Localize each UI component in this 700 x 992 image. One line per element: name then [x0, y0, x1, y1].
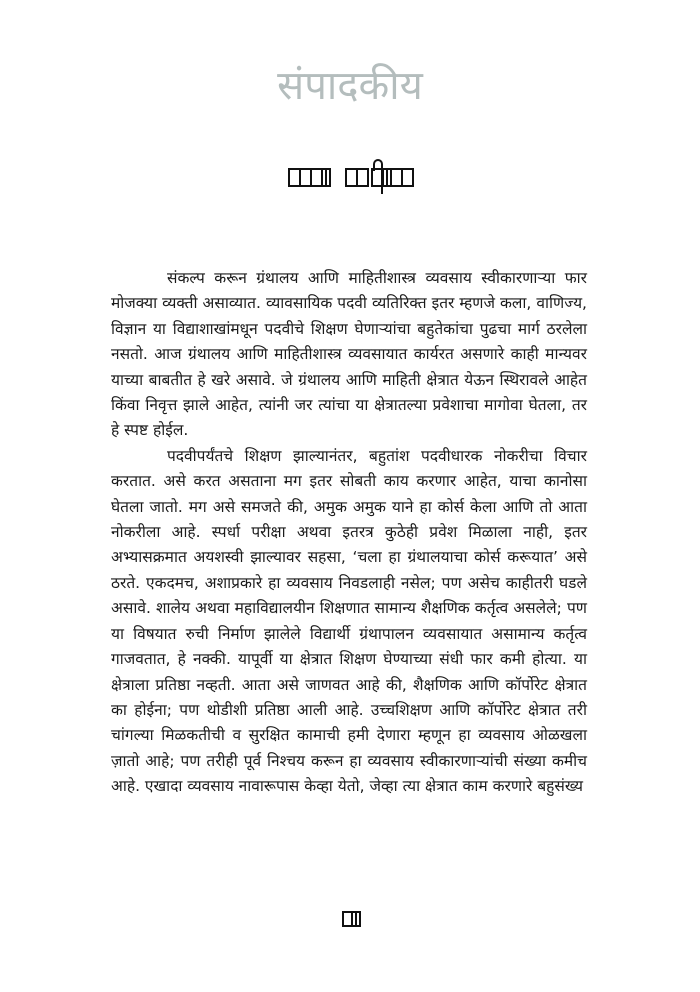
missing-glyph-icon [355, 911, 361, 927]
missing-glyph-icon [356, 168, 369, 187]
section-title: संपादकीय [277, 63, 423, 109]
article-title [0, 162, 700, 192]
paragraph-2: पदवीपर्यंतचे शिक्षण झाल्यानंतर, बहुतांश पदवीधारक नोकरीचा विचार करतात. असे करत असताना मग इतर सोबती काय करणार आहेत, याचा कानोसा घेतला जातो. मग असे समजते की, अमुक अमुक याने हा कोर्स केला आणि तो आता नोकरीला आहे. स्पर्धा परीक्षा अथवा इतरत्र कुठेही प्रवेश मिळाला नाही, इतर अभ्यासक्रमात अयशस्वी झाल्यावर सहसा, ‘चला हा ग्रंथालयाचा कोर्स करूयात’ असे ठरते. एकदमच, अशाप्रकारे हा व्यवसाय निवडलाही नसेल; पण असेच काहीतरी घडले असावे. शालेय अथवा महाविद्यालयीन शिक्षणात सामान्य शैक्षणिक कर्तृत्व असलेले; पण या विषयात रुची निर्माण झालेले विद्यार्थी ग्रंथापालन व्यवसायात असामान्य कर्तृत्व गाजवतात, हे नक्की. यापूर्वी या क्षेत्रात शिक्षण घेण्याच्या संधी फार कमी होत्या. या क्षेत्राला प्रतिष्ठा नव्हती. आता असे जाणवत आहे की, शैक्षणिक आणि कॉर्पोरेट क्षेत्रात का होईना; पण थोडीशी प्रतिष्ठा आली आहे. उच्चशिक्षण आणि कॉर्पोरेट क्षेत्रात तरी चांगल्या मिळकतीची व सुरक्षित कामाची हमी देणारा म्हणून हा व्यवसाय ओळखला ज़ातो आहे; पण तरीही पूर्व निश्चय करून हा व्यवसाय स्वीकारणाऱ्यांची संख्या कमीच आहे. एखादा व्यवसाय नावारूपास केव्हा येतो, जेव्हा त्या क्षेत्रात काम करणारे बहुसंख्य [111, 446, 587, 796]
missing-glyph-icon [325, 168, 331, 187]
paragraph-1: संकल्प करून ग्रंथालय आणि माहितीशास्त्र व्यवसाय स्वीकारणाऱ्या फार मोजक्या व्यक्ती असाव्यात. व्यावसायिक पदवी व्यतिरिक्त इतर म्हणजे कला, वाणिज्य, विज्ञान या विद्याशाखांमधून पदवीचे शिक्षण घेणाऱ्यांचा बहुतेकांचा पुढचा मार्ग ठरलेला नसतो. आज ग्रंथालय आणि माहितीशास्त्र व्यवसायात कार्यरत असणारे काही मान्यवर याच्या बाबतीत हे खरे असावे. जे ग्रंथालय आणि माहिती क्षेत्रात येऊन स्थिरावले आहेत किंवा निवृत्त झाले आहेत, त्यांनी जर त्यांचा या क्षेत्रातल्या प्रवेशाचा मागोवा घेतला, तर हे स्पष्ट होईल. [111, 269, 587, 440]
article-body [111, 266, 587, 800]
article-title-word-1 [288, 168, 329, 187]
missing-glyph-icon [401, 168, 414, 187]
vowel-sign-i-stem-icon [381, 168, 383, 194]
article-title-word-2 [345, 168, 412, 187]
page-number [0, 911, 700, 927]
